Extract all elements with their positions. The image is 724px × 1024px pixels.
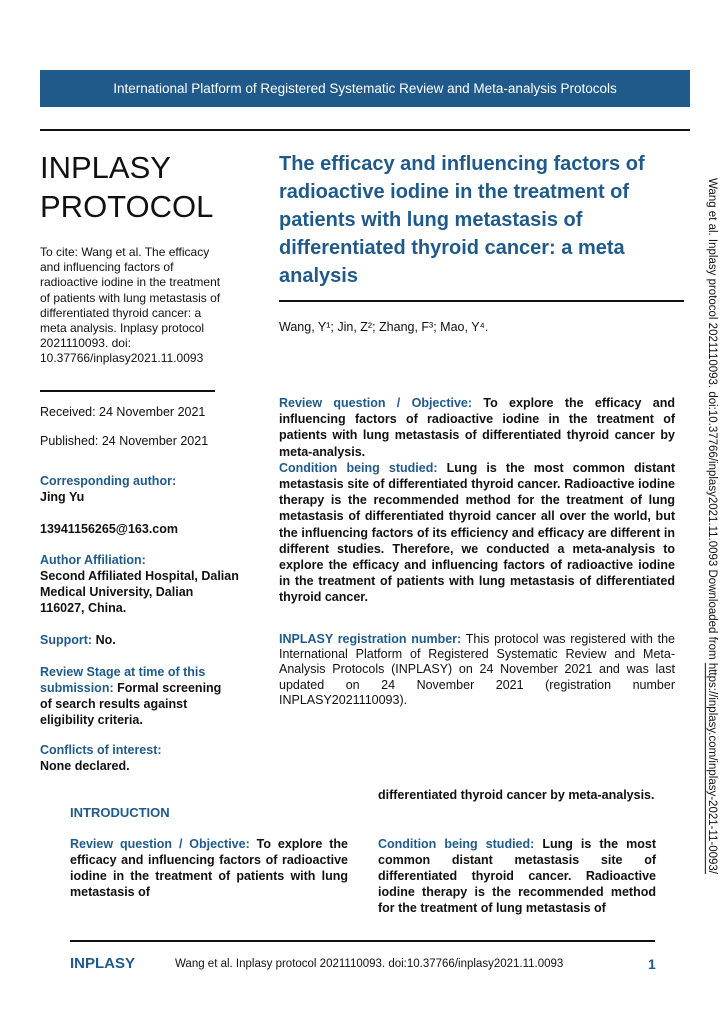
support-label: Support:: [40, 633, 93, 647]
intro-column-2: [378, 836, 656, 916]
published-date: Published: 24 November 2021: [40, 434, 209, 448]
footer-brand: INPLASY: [70, 955, 136, 972]
footer-divider: [70, 940, 655, 942]
abstract-review-question: [279, 395, 675, 460]
vertical-download-note: [700, 178, 718, 928]
abstract-condition: [279, 460, 675, 606]
download-link[interactable]: https://inplasy.com/inplasy-2021-11-0093/: [706, 662, 718, 875]
corresponding-author: [40, 473, 240, 505]
brand-line-1: INPLASY: [40, 150, 171, 185]
registration-label: INPLASY registration number:: [279, 632, 462, 646]
registration-number: [279, 632, 675, 708]
author-list: Wang, Y¹; Jin, Z²; Zhang, F³; Mao, Y⁴.: [279, 320, 489, 334]
page-number: 1: [648, 956, 656, 972]
sidebar-divider: [40, 390, 215, 392]
stage-value: Formal screening of search results against eligibility criteria.: [40, 681, 222, 727]
top-divider: [40, 129, 690, 131]
conflicts-label: Conflicts of interest:: [40, 743, 162, 757]
condition-text: Lung is the most common distant metastasis site of differentiated thyroid cancer. Radioactive iodine therapy is the recommended method for the treatment of lung metastasis of differentiated thyroid cancer all over the world, but the influencing factors of its efficiency and efficacy are different in different studies. Therefore, we conducted a meta-analysis to explore the efficacy and influencing factors of radioactive iodine in the treatment of patients with lung metastasis of differentiated thyroid cancer.: [279, 460, 675, 605]
support-info: [40, 632, 116, 648]
support-value: No.: [95, 633, 116, 647]
intro-rq-label: Review question / Objective:: [70, 837, 250, 851]
affiliation-value: Second Affiliated Hospital, Dalian Medical University, Dalian 116027, China.: [40, 569, 239, 615]
footer-citation: Wang et al. Inplasy protocol 2021110093. doi:10.37766/inplasy2021.11.0093: [175, 958, 564, 970]
author-email[interactable]: 13941156265@163.com: [40, 522, 179, 536]
registration-text: This protocol was registered with the International Platform of Registered Systematic Review and Meta-Analysis Protocols (INPLASY) on 24 November 2021 and was last updated on 24 November 2021 (registration number INPLASY2021110093).: [279, 632, 675, 707]
introduction-heading: INTRODUCTION: [70, 805, 170, 820]
intro-rq-text: To explore the efficacy and influencing factors of radioactive iodine in the treatment of patients with lung metastasis of: [70, 837, 348, 899]
brand-line-2: PROTOCOL: [40, 189, 214, 224]
received-date: Received: 24 November 2021: [40, 405, 206, 419]
intro-column-2-continuation: differentiated thyroid cancer by meta-analysis.: [378, 788, 655, 802]
brand-block: [40, 148, 213, 226]
corresponding-label: Corresponding author:: [40, 474, 177, 488]
corresponding-name: Jing Yu: [40, 490, 85, 504]
review-stage: [40, 664, 235, 728]
condition-label: Condition being studied:: [279, 460, 438, 475]
affiliation-label: Author Affiliation:: [40, 553, 146, 567]
download-note-text: Wang et al. Inplasy protocol 2021110093. doi:10.37766/inplasy2021.11.0093 Downloaded from: [706, 178, 718, 663]
article-title: The efficacy and influencing factors of radioactive iodine in the treatment of patients with lung metastasis of differentiated thyroid cancer: a meta analysis: [279, 153, 645, 287]
intro-condition-label: Condition being studied:: [378, 837, 535, 851]
rq-text: To explore the efficacy and influencing factors of radioactive iodine in the treatment of patients with lung metastasis of differentiated thyroid cancer by meta-analysis.: [279, 396, 675, 459]
conflicts-value: None declared.: [40, 759, 130, 773]
author-affiliation: [40, 552, 240, 616]
citation-text: To cite: Wang et al. The efficacy and influencing factors of radioactive iodine in the treatment of patients with lung metastasis of differentiated thyroid cancer: a meta analysis. Inplasy protocol 2021110093. doi: 10.37766/inplasy2021.11.0093: [40, 245, 221, 366]
abstract-block: [279, 395, 675, 606]
stage-label: Review Stage at time of this submission:: [40, 665, 206, 695]
conflicts-of-interest: [40, 742, 240, 774]
rq-label: Review question / Objective:: [279, 396, 473, 410]
header-banner: International Platform of Registered Systematic Review and Meta-analysis Protocols: [40, 70, 690, 107]
intro-condition-text: Lung is the most common distant metastasis site of differentiated thyroid cancer. Radioactive iodine therapy is the recommended method for the treatment of lung metastasis of: [378, 837, 657, 915]
title-divider: [279, 300, 684, 302]
intro-column-1: [70, 836, 348, 900]
